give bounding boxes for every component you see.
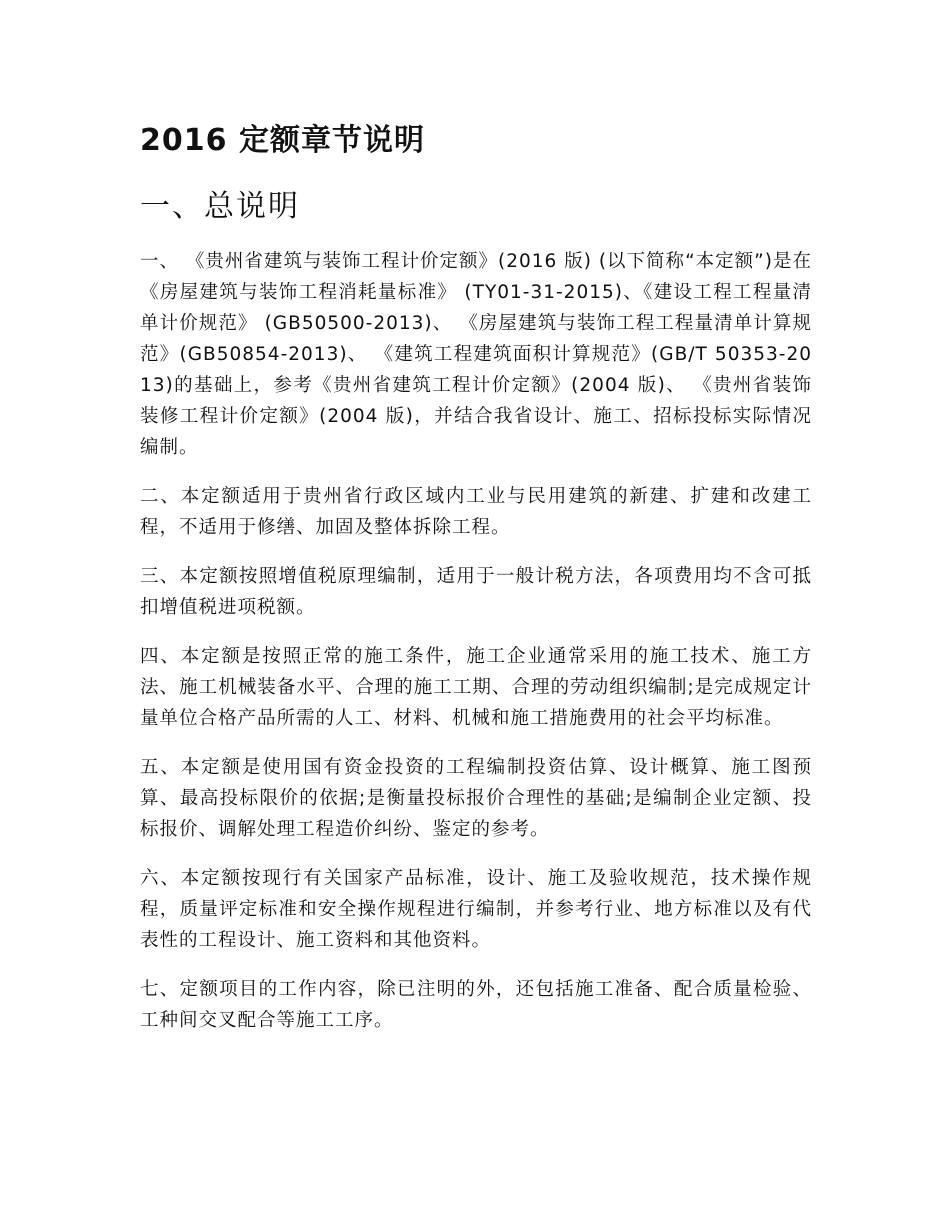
paragraph: 三、本定额按照增值税原理编制，适用于一般计税方法，各项费用均不含可抵扣增值税进项税额。 <box>140 566 812 618</box>
section-title: 一、总说明 <box>140 189 300 224</box>
paragraph: 一、 《贵州省建筑与装饰工程计价定额》(2016 版) (以下简称“本定额”)是在《房屋建筑与装饰工程消耗量标准》 (TY01-31-2015)、《建设工程工程量清单计价规范》 (GB50500-2013)、 《房屋建筑与装饰工程工程量清单计算规范》(GB50854-2013)、 《建筑工程建筑面积计算规范》(GB/T 50353-2013)的基础上，参考《贵州省建筑工程计价定额》(2004 版)、 《贵州省装饰装修工程计价定额》(2004 版)，并结合我省设计、施工、招标投标实际情况编制。 <box>140 251 812 458</box>
paragraph: 二、本定额适用于贵州省行政区域内工业与民用建筑的新建、扩建和改建工程，不适用于修缮、加固及整体拆除工程。 <box>140 486 812 538</box>
document-title: 2016 定额章节说明 <box>140 123 425 158</box>
paragraph-list <box>140 246 812 1036</box>
paragraph: 五、本定额是使用国有资金投资的工程编制投资估算、设计概算、施工图预算、最高投标限价的依据;是衡量投标报价合理性的基础;是编制企业定额、投标报价、调解处理工程造价纠纷、鉴定的参考。 <box>140 757 812 840</box>
document-page <box>140 120 812 1054</box>
paragraph: 四、本定额是按照正常的施工条件，施工企业通常采用的施工技术、施工方法、施工机械装备水平、合理的施工工期、合理的劳动组织编制;是完成规定计量单位合格产品所需的人工、材料、机械和施工措施费用的社会平均标准。 <box>140 646 812 729</box>
paragraph: 七、定额项目的工作内容，除已注明的外，还包括施工准备、配合质量检验、工种间交叉配合等施工工序。 <box>140 979 812 1031</box>
paragraph: 六、本定额按现行有关国家产品标准，设计、施工及验收规范，技术操作规程，质量评定标准和安全操作规程进行编制，并参考行业、地方标准以及有代表性的工程设计、施工资料和其他资料。 <box>140 868 812 951</box>
